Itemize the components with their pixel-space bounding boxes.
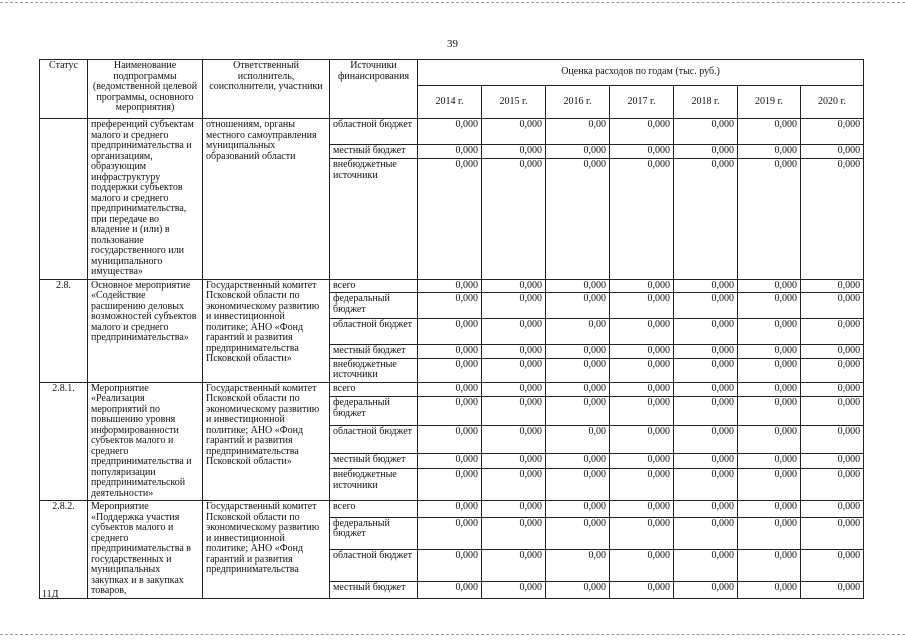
value-cell: 0,000 bbox=[546, 397, 610, 426]
value-cell: 0,000 bbox=[738, 469, 801, 501]
value-cell: 0,000 bbox=[418, 293, 482, 319]
value-cell: 0,000 bbox=[418, 358, 482, 382]
value-cell: 0,000 bbox=[674, 425, 738, 454]
value-cell: 0,000 bbox=[546, 293, 610, 319]
header-estimate: Оценка расходов по годам (тыс. руб.) bbox=[418, 60, 864, 86]
value-cell: 0,000 bbox=[738, 279, 801, 293]
program-name-cell: Мероприятие «Реализация мероприятий по повышению уровня информированности субъектов малого и среднего предпринимательства и популяризации предпринимательской деятельности» bbox=[88, 382, 203, 501]
scan-edge-top bbox=[0, 2, 905, 3]
value-cell: 0,000 bbox=[546, 382, 610, 397]
value-cell: 0,000 bbox=[610, 358, 674, 382]
value-cell: 0,000 bbox=[801, 293, 864, 319]
program-name-cell: преференций субъектам малого и среднего предпринимательства и организациям, образующим инфраструктуру поддержки субъектов малого и среднего предпринимательства, при передаче во владение и (или) в пользование государственного или муниципального имущества» bbox=[88, 119, 203, 280]
value-cell: 0,000 bbox=[738, 581, 801, 598]
value-cell: 0,000 bbox=[546, 279, 610, 293]
value-cell: 0,000 bbox=[738, 382, 801, 397]
value-cell: 0,000 bbox=[610, 549, 674, 581]
table-row bbox=[40, 119, 864, 145]
value-cell: 0,000 bbox=[482, 293, 546, 319]
header-responsible: Ответственный исполнитель, соисполнители, участники bbox=[203, 60, 330, 119]
value-cell: 0,000 bbox=[738, 293, 801, 319]
value-cell: 0,000 bbox=[482, 454, 546, 469]
value-cell: 0,000 bbox=[738, 358, 801, 382]
value-cell: 0,000 bbox=[482, 145, 546, 159]
value-cell: 0,000 bbox=[738, 345, 801, 359]
status-cell: 2.8.1. bbox=[40, 382, 88, 501]
funding-source-cell: федеральный бюджет bbox=[330, 293, 418, 319]
value-cell: 0,000 bbox=[674, 279, 738, 293]
responsible-cell: Государственный комитет Псковской области по экономическому развитию и инвестиционной политике; АНО «Фонд гарантий и развития предпринимательства Псковской области» bbox=[203, 382, 330, 501]
value-cell: 0,000 bbox=[610, 397, 674, 426]
value-cell: 0,000 bbox=[801, 469, 864, 501]
footer-code: 11Д bbox=[42, 589, 59, 600]
value-cell: 0,000 bbox=[610, 469, 674, 501]
value-cell: 0,000 bbox=[610, 279, 674, 293]
funding-source-cell: областной бюджет bbox=[330, 425, 418, 454]
value-cell: 0,000 bbox=[674, 469, 738, 501]
funding-source-cell: областной бюджет bbox=[330, 549, 418, 581]
value-cell: 0,000 bbox=[418, 279, 482, 293]
value-cell: 0,000 bbox=[418, 319, 482, 345]
value-cell: 0,000 bbox=[482, 319, 546, 345]
value-cell: 0,000 bbox=[546, 581, 610, 598]
value-cell: 0,000 bbox=[418, 469, 482, 501]
header-year: 2017 г. bbox=[610, 86, 674, 119]
value-cell: 0,000 bbox=[801, 454, 864, 469]
value-cell: 0,000 bbox=[801, 581, 864, 598]
value-cell: 0,000 bbox=[482, 119, 546, 145]
value-cell: 0,000 bbox=[674, 358, 738, 382]
value-cell: 0,000 bbox=[610, 581, 674, 598]
value-cell: 0,00 bbox=[546, 425, 610, 454]
value-cell: 0,000 bbox=[418, 345, 482, 359]
value-cell: 0,000 bbox=[610, 293, 674, 319]
value-cell: 0,000 bbox=[674, 517, 738, 549]
value-cell: 0,000 bbox=[674, 397, 738, 426]
value-cell: 0,000 bbox=[738, 397, 801, 426]
value-cell: 0,000 bbox=[546, 517, 610, 549]
value-cell: 0,000 bbox=[801, 145, 864, 159]
value-cell: 0,000 bbox=[482, 279, 546, 293]
value-cell: 0,000 bbox=[674, 345, 738, 359]
table-row bbox=[40, 382, 864, 397]
value-cell: 0,000 bbox=[674, 293, 738, 319]
value-cell: 0,000 bbox=[801, 425, 864, 454]
value-cell: 0,000 bbox=[482, 358, 546, 382]
header-status: Статус bbox=[40, 60, 88, 119]
funding-source-cell: внебюджетные источники bbox=[330, 469, 418, 501]
responsible-cell: Государственный комитет Псковской области по экономическому развитию и инвестиционной политике; АНО «Фонд гарантий и развития предпринимательства Псковской области» bbox=[203, 279, 330, 382]
value-cell: 0,000 bbox=[482, 517, 546, 549]
funding-source-cell: внебюджетные источники bbox=[330, 159, 418, 279]
value-cell: 0,000 bbox=[674, 581, 738, 598]
value-cell: 0,000 bbox=[546, 358, 610, 382]
expense-table bbox=[39, 59, 864, 599]
funding-source-cell: внебюджетные источники bbox=[330, 358, 418, 382]
value-cell: 0,000 bbox=[801, 549, 864, 581]
value-cell: 0,000 bbox=[610, 145, 674, 159]
funding-source-cell: местный бюджет bbox=[330, 145, 418, 159]
program-name-cell: Мероприятие «Поддержка участия субъектов малого и среднего предпринимательства в государственных и муниципальных закупках и в закупках товаров, bbox=[88, 501, 203, 599]
value-cell: 0,000 bbox=[738, 145, 801, 159]
value-cell: 0,000 bbox=[738, 159, 801, 279]
value-cell: 0,000 bbox=[418, 517, 482, 549]
value-cell: 0,000 bbox=[610, 319, 674, 345]
table-row bbox=[40, 279, 864, 293]
value-cell: 0,000 bbox=[546, 454, 610, 469]
header-year: 2016 г. bbox=[546, 86, 610, 119]
value-cell: 0,000 bbox=[418, 145, 482, 159]
funding-source-cell: областной бюджет bbox=[330, 119, 418, 145]
value-cell: 0,000 bbox=[482, 549, 546, 581]
value-cell: 0,000 bbox=[801, 382, 864, 397]
value-cell: 0,000 bbox=[546, 159, 610, 279]
header-year: 2018 г. bbox=[674, 86, 738, 119]
value-cell: 0,000 bbox=[418, 397, 482, 426]
value-cell: 0,000 bbox=[610, 454, 674, 469]
value-cell: 0,000 bbox=[738, 501, 801, 518]
header-sources: Источники финансирования bbox=[330, 60, 418, 119]
value-cell: 0,000 bbox=[546, 469, 610, 501]
value-cell: 0,000 bbox=[482, 382, 546, 397]
value-cell: 0,000 bbox=[546, 345, 610, 359]
header-name: Наименование подпрограммы (ведомственной целевой программы, основного мероприятия) bbox=[88, 60, 203, 119]
value-cell: 0,00 bbox=[546, 319, 610, 345]
value-cell: 0,000 bbox=[482, 501, 546, 518]
value-cell: 0,000 bbox=[418, 501, 482, 518]
funding-source-cell: областной бюджет bbox=[330, 319, 418, 345]
value-cell: 0,00 bbox=[546, 549, 610, 581]
value-cell: 0,000 bbox=[418, 581, 482, 598]
funding-source-cell: всего bbox=[330, 279, 418, 293]
value-cell: 0,000 bbox=[801, 159, 864, 279]
funding-source-cell: федеральный бюджет bbox=[330, 397, 418, 426]
status-cell: 2.8. bbox=[40, 279, 88, 382]
value-cell: 0,000 bbox=[610, 382, 674, 397]
responsible-cell: Государственный комитет Псковской области по экономическому развитию и инвестиционной политике; АНО «Фонд гарантий и развития предпринимательства bbox=[203, 501, 330, 599]
funding-source-cell: местный бюджет bbox=[330, 454, 418, 469]
value-cell: 0,000 bbox=[546, 501, 610, 518]
value-cell: 0,000 bbox=[418, 119, 482, 145]
value-cell: 0,000 bbox=[738, 119, 801, 145]
program-name-cell: Основное мероприятие «Содействие расширению деловых возможностей субъектов малого и среднего предпринимательства» bbox=[88, 279, 203, 382]
value-cell: 0,000 bbox=[610, 119, 674, 145]
value-cell: 0,000 bbox=[738, 549, 801, 581]
value-cell: 0,000 bbox=[418, 454, 482, 469]
header-year: 2020 г. bbox=[801, 86, 864, 119]
value-cell: 0,000 bbox=[674, 382, 738, 397]
value-cell: 0,000 bbox=[482, 425, 546, 454]
value-cell: 0,000 bbox=[482, 345, 546, 359]
value-cell: 0,000 bbox=[674, 159, 738, 279]
value-cell: 0,000 bbox=[610, 425, 674, 454]
value-cell: 0,000 bbox=[610, 345, 674, 359]
value-cell: 0,000 bbox=[738, 319, 801, 345]
value-cell: 0,000 bbox=[418, 159, 482, 279]
value-cell: 0,000 bbox=[738, 425, 801, 454]
status-cell: 2.8.2. bbox=[40, 501, 88, 599]
value-cell: 0,000 bbox=[801, 345, 864, 359]
header-year: 2014 г. bbox=[418, 86, 482, 119]
table-row bbox=[40, 501, 864, 518]
value-cell: 0,000 bbox=[418, 382, 482, 397]
funding-source-cell: федеральный бюджет bbox=[330, 517, 418, 549]
value-cell: 0,000 bbox=[674, 501, 738, 518]
value-cell: 0,000 bbox=[482, 469, 546, 501]
value-cell: 0,000 bbox=[610, 517, 674, 549]
status-cell bbox=[40, 119, 88, 280]
value-cell: 0,000 bbox=[801, 279, 864, 293]
value-cell: 0,000 bbox=[674, 319, 738, 345]
value-cell: 0,000 bbox=[801, 358, 864, 382]
value-cell: 0,000 bbox=[674, 119, 738, 145]
table-body bbox=[40, 119, 864, 599]
value-cell: 0,000 bbox=[482, 581, 546, 598]
value-cell: 0,000 bbox=[801, 517, 864, 549]
value-cell: 0,000 bbox=[674, 549, 738, 581]
header-year: 2015 г. bbox=[482, 86, 546, 119]
funding-source-cell: всего bbox=[330, 501, 418, 518]
header-year: 2019 г. bbox=[738, 86, 801, 119]
value-cell: 0,000 bbox=[801, 319, 864, 345]
value-cell: 0,000 bbox=[610, 159, 674, 279]
value-cell: 0,000 bbox=[738, 454, 801, 469]
funding-source-cell: местный бюджет bbox=[330, 581, 418, 598]
value-cell: 0,000 bbox=[482, 397, 546, 426]
scan-edge-bottom bbox=[0, 634, 905, 635]
value-cell: 0,000 bbox=[674, 145, 738, 159]
value-cell: 0,000 bbox=[738, 517, 801, 549]
value-cell: 0,000 bbox=[610, 501, 674, 518]
responsible-cell: отношениям, органы местного самоуправления муниципальных образований области bbox=[203, 119, 330, 280]
value-cell: 0,00 bbox=[546, 119, 610, 145]
value-cell: 0,000 bbox=[418, 549, 482, 581]
funding-source-cell: всего bbox=[330, 382, 418, 397]
funding-source-cell: местный бюджет bbox=[330, 345, 418, 359]
value-cell: 0,000 bbox=[674, 454, 738, 469]
value-cell: 0,000 bbox=[801, 501, 864, 518]
table-header bbox=[40, 60, 864, 119]
value-cell: 0,000 bbox=[546, 145, 610, 159]
value-cell: 0,000 bbox=[418, 425, 482, 454]
value-cell: 0,000 bbox=[801, 119, 864, 145]
value-cell: 0,000 bbox=[482, 159, 546, 279]
page-number: 39 bbox=[447, 38, 458, 50]
value-cell: 0,000 bbox=[801, 397, 864, 426]
